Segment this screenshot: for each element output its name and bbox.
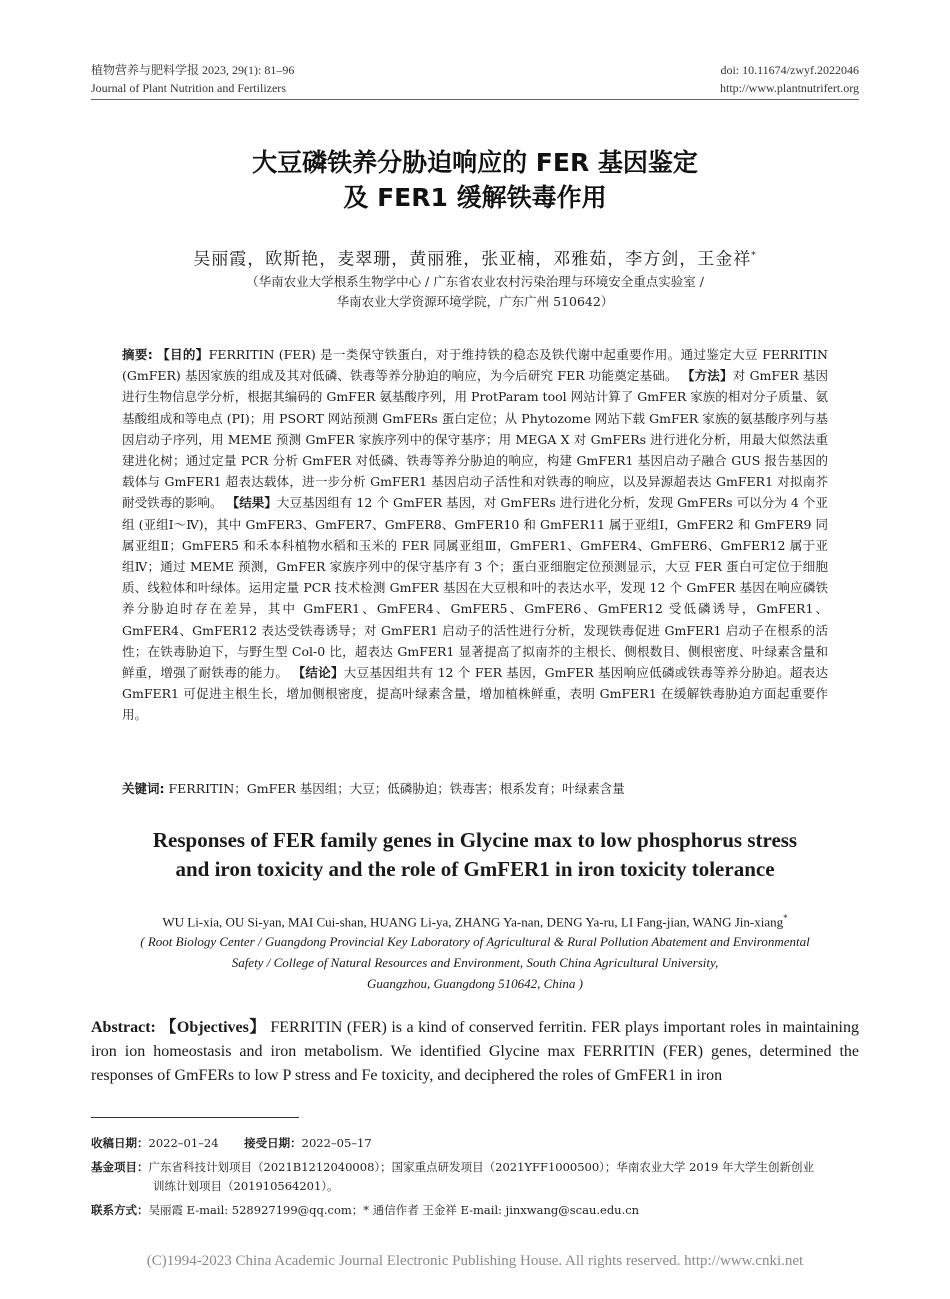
objective-label-cn: 【目的】 [157,347,209,362]
journal-name-en: Journal of Plant Nutrition and Fertilizers [91,81,286,95]
authors-en-text: WU Li-xia, OU Si-yan, MAI Cui-shan, HUANG Li-ya, ZHANG Ya-nan, DENG Ya-ru, LI Fang-jian, WANG Jin-xiang [162,914,784,930]
received-label: 收稿日期： [91,1136,149,1150]
funding-label: 基金项目： [91,1160,149,1174]
affiliation-en [91,931,859,994]
contact-label: 联系方式： [91,1203,149,1217]
objectives-label-en: 【Objectives】 [160,1019,266,1036]
accepted-date: 2022–05–17 [301,1136,372,1150]
objective-text-cn: FERRITIN (FER) 是一类保守铁蛋白，对于维持铁的稳态及铁代谢中起重要作用。通过鉴定大豆 FERRITIN (GmFER) 基因家族的组成及其对低磷、铁毒等养分胁迫的响应，为今后研究 FER 功能奠定基础。 [122,347,828,384]
contact-text: 吴丽霞 E-mail: 528927199@qq.com；* 通信作者 王金祥 E-mail: jinxwang@scau.edu.cn [148,1203,640,1217]
affiliation-en-line3: Guangzhou, Guangdong 510642, China ) [367,976,583,991]
funding-line2: 训练计划项目（201910564201）。 [153,1179,339,1193]
corresponding-mark-en: * [783,913,788,923]
footnote-divider [91,1117,299,1118]
contact-row [91,1201,859,1220]
page-title-cn [91,145,859,215]
result-text-cn: 大豆基因组有 12 个 GmFER 基因，对 GmFERs 进行进化分析，发现 GmFERs 可以分为 4 个亚组 (亚组Ⅰ～Ⅳ)，其中 GmFER3、GmFER7、GmFER8、GmFER10 和 GmFER11 属于亚组Ⅰ，GmFER2 和 GmFER9 同属亚组Ⅱ；GmFER5 和禾本科植物水稻和玉米的 FER 同属亚组Ⅲ，GmFER1、GmFER4、GmFER6、GmFER12 属于亚组Ⅳ；通过 MEME 预测，GmFER 家族序列中的保守基序有 3 个；蛋白亚细胞定位预测显示，大豆 FER 蛋白可定位于细胞质、线粒体和叶绿体。运用定量 PCR 技术检测 GmFER 基因在大豆根和叶的表达水平，发现 12 个 GmFER 基因在响应磷铁养分胁迫时存在差异，其中 GmFER1、GmFER4、GmFER5、GmFER6、GmFER12 受低磷诱导，GmFER1、GmFER4、GmFER12 表达受铁毒诱导；对 GmFER1 启动子的活性进行分析，发现铁毒促进 GmFER1 启动子在根系的活性；在铁毒胁迫下，与野生型 Col-0 比，超表达 GmFER1 显著提高了拟南芥的主根长、侧根数目、侧根密度、叶绿素含量和鲜重，增强了耐铁毒的能力。 [122,495,828,681]
accepted-label: 接受日期： [244,1136,302,1150]
funding-row [91,1158,859,1196]
conclusion-label-cn: 【结论】 [292,665,344,681]
running-header-right [720,61,859,97]
keywords-cn-text: FERRITIN；GmFER 基因组；大豆；低磷胁迫；铁毒害；根系发育；叶绿素含量 [168,781,625,796]
dates-row [91,1134,859,1153]
abstract-en [91,1016,859,1088]
author-list-cn [91,244,859,272]
abstract-cn-label: 摘要: [122,347,153,362]
conclusion-text-cn: 大豆基因组共有 12 个 FER 基因，GmFER 基因响应低磷或铁毒等养分胁迫。超表达 GmFER1 可促进主根生长，增加侧根密度，提高叶绿素含量，增加植株鲜重，表明 GmFER1 在缓解铁毒胁迫方面起重要作用。 [122,665,828,723]
abstract-cn [122,344,828,726]
keywords-cn-label: 关键词: [122,781,165,796]
journal-citation-cn: 植物营养与肥料学报 2023, 29(1): 81–96 [91,63,295,77]
affiliation-cn [91,272,859,312]
title-cn-line1: 大豆磷铁养分胁迫响应的 FER 基因鉴定 [252,148,698,177]
method-text-cn: 对 GmFER 基因进行生物信息学分析，根据其编码的 GmFER 氨基酸序列，用 ProtParam tool 网站计算了 GmFER 家族的相对分子质量、氨基酸组成和等电点 (PI)；用 PSORT 网站预测 GmFERs 蛋白定位；从 Phytozome 网站下载 GmFER 家族的氨基酸序列与基因启动子序列，用 MEME 预测 GmFER 家族序列中的保守基序；用 MEGA X 对 GmFERs 进行进化分析，用最大似然法重建进化树；通过定量 PCR 分析 GmFER 对低磷、铁毒等养分胁迫的响应，构建 GmFER1 基因启动子融合 GUS 报告基因的载体与 GmFER1 超表达载体，进一步分析 GmFER1 基因启动子活性和对铁毒的响应，以及异源超表达 GmFER1 对拟南芥耐受铁毒的影响。 [122,368,828,511]
copyright-watermark: (C)1994-2023 China Academic Journal Electronic Publishing House. All rights reserved. http://www.cnki.net [146,1253,804,1269]
affiliation-cn-line2: 华南农业大学资源环境学院，广东广州 510642） [336,294,614,309]
running-header-left [91,61,294,97]
result-label-cn: 【结果】 [226,495,277,511]
method-label-cn: 【方法】 [681,368,733,384]
header-divider [91,99,859,100]
journal-url[interactable]: http://www.plantnutrifert.org [720,81,859,95]
abstract-en-text: FERRITIN (FER) is a kind of conserved ferritin. FER plays important roles in maintaining iron ion homeostasis and iron metabolism. We identified Glycine max FERRITIN (FER) genes, determined the responses of GmFERs to low P stress and Fe toxicity, and deciphered the roles of GmFER1 in iron [91,1019,859,1084]
page-title-en [91,826,859,884]
corresponding-mark: * [751,251,757,261]
affiliation-cn-line1: （华南农业大学根系生物学中心 / 广东省农业农村污染治理与环境安全重点实验室 / [246,274,704,289]
footnotes [91,1134,859,1225]
author-list-en [91,908,859,932]
affiliation-en-line1: ( Root Biology Center / Guangdong Provincial Key Laboratory of Agricultural & Rural Pollution Abatement and Environmental [140,934,810,949]
affiliation-en-line2: Safety / College of Natural Resources and Environment, South China Agricultural University, [231,955,719,970]
received-date: 2022–01–24 [148,1136,219,1150]
title-en-line2: and iron toxicity and the role of GmFER1 in iron toxicity tolerance [175,857,775,881]
doi: doi: 10.11674/zwyf.2022046 [720,63,859,77]
title-cn-line2: 及 FER1 缓解铁毒作用 [343,183,607,212]
keywords-cn [122,778,828,799]
title-en-line1: Responses of FER family genes in Glycine max to low phosphorus stress [152,828,798,852]
funding-line1: 广东省科技计划项目（2021B1212040008）；国家重点研发项目（2021YFF1000500）；华南农业大学 2019 年大学生创新创业 [148,1160,814,1174]
abstract-en-label: Abstract: [91,1019,156,1036]
authors-cn-text: 吴丽霞，欧斯艳，麦翠珊，黄丽雅，张亚楠，邓雅茹，李方剑，王金祥 [193,249,752,270]
